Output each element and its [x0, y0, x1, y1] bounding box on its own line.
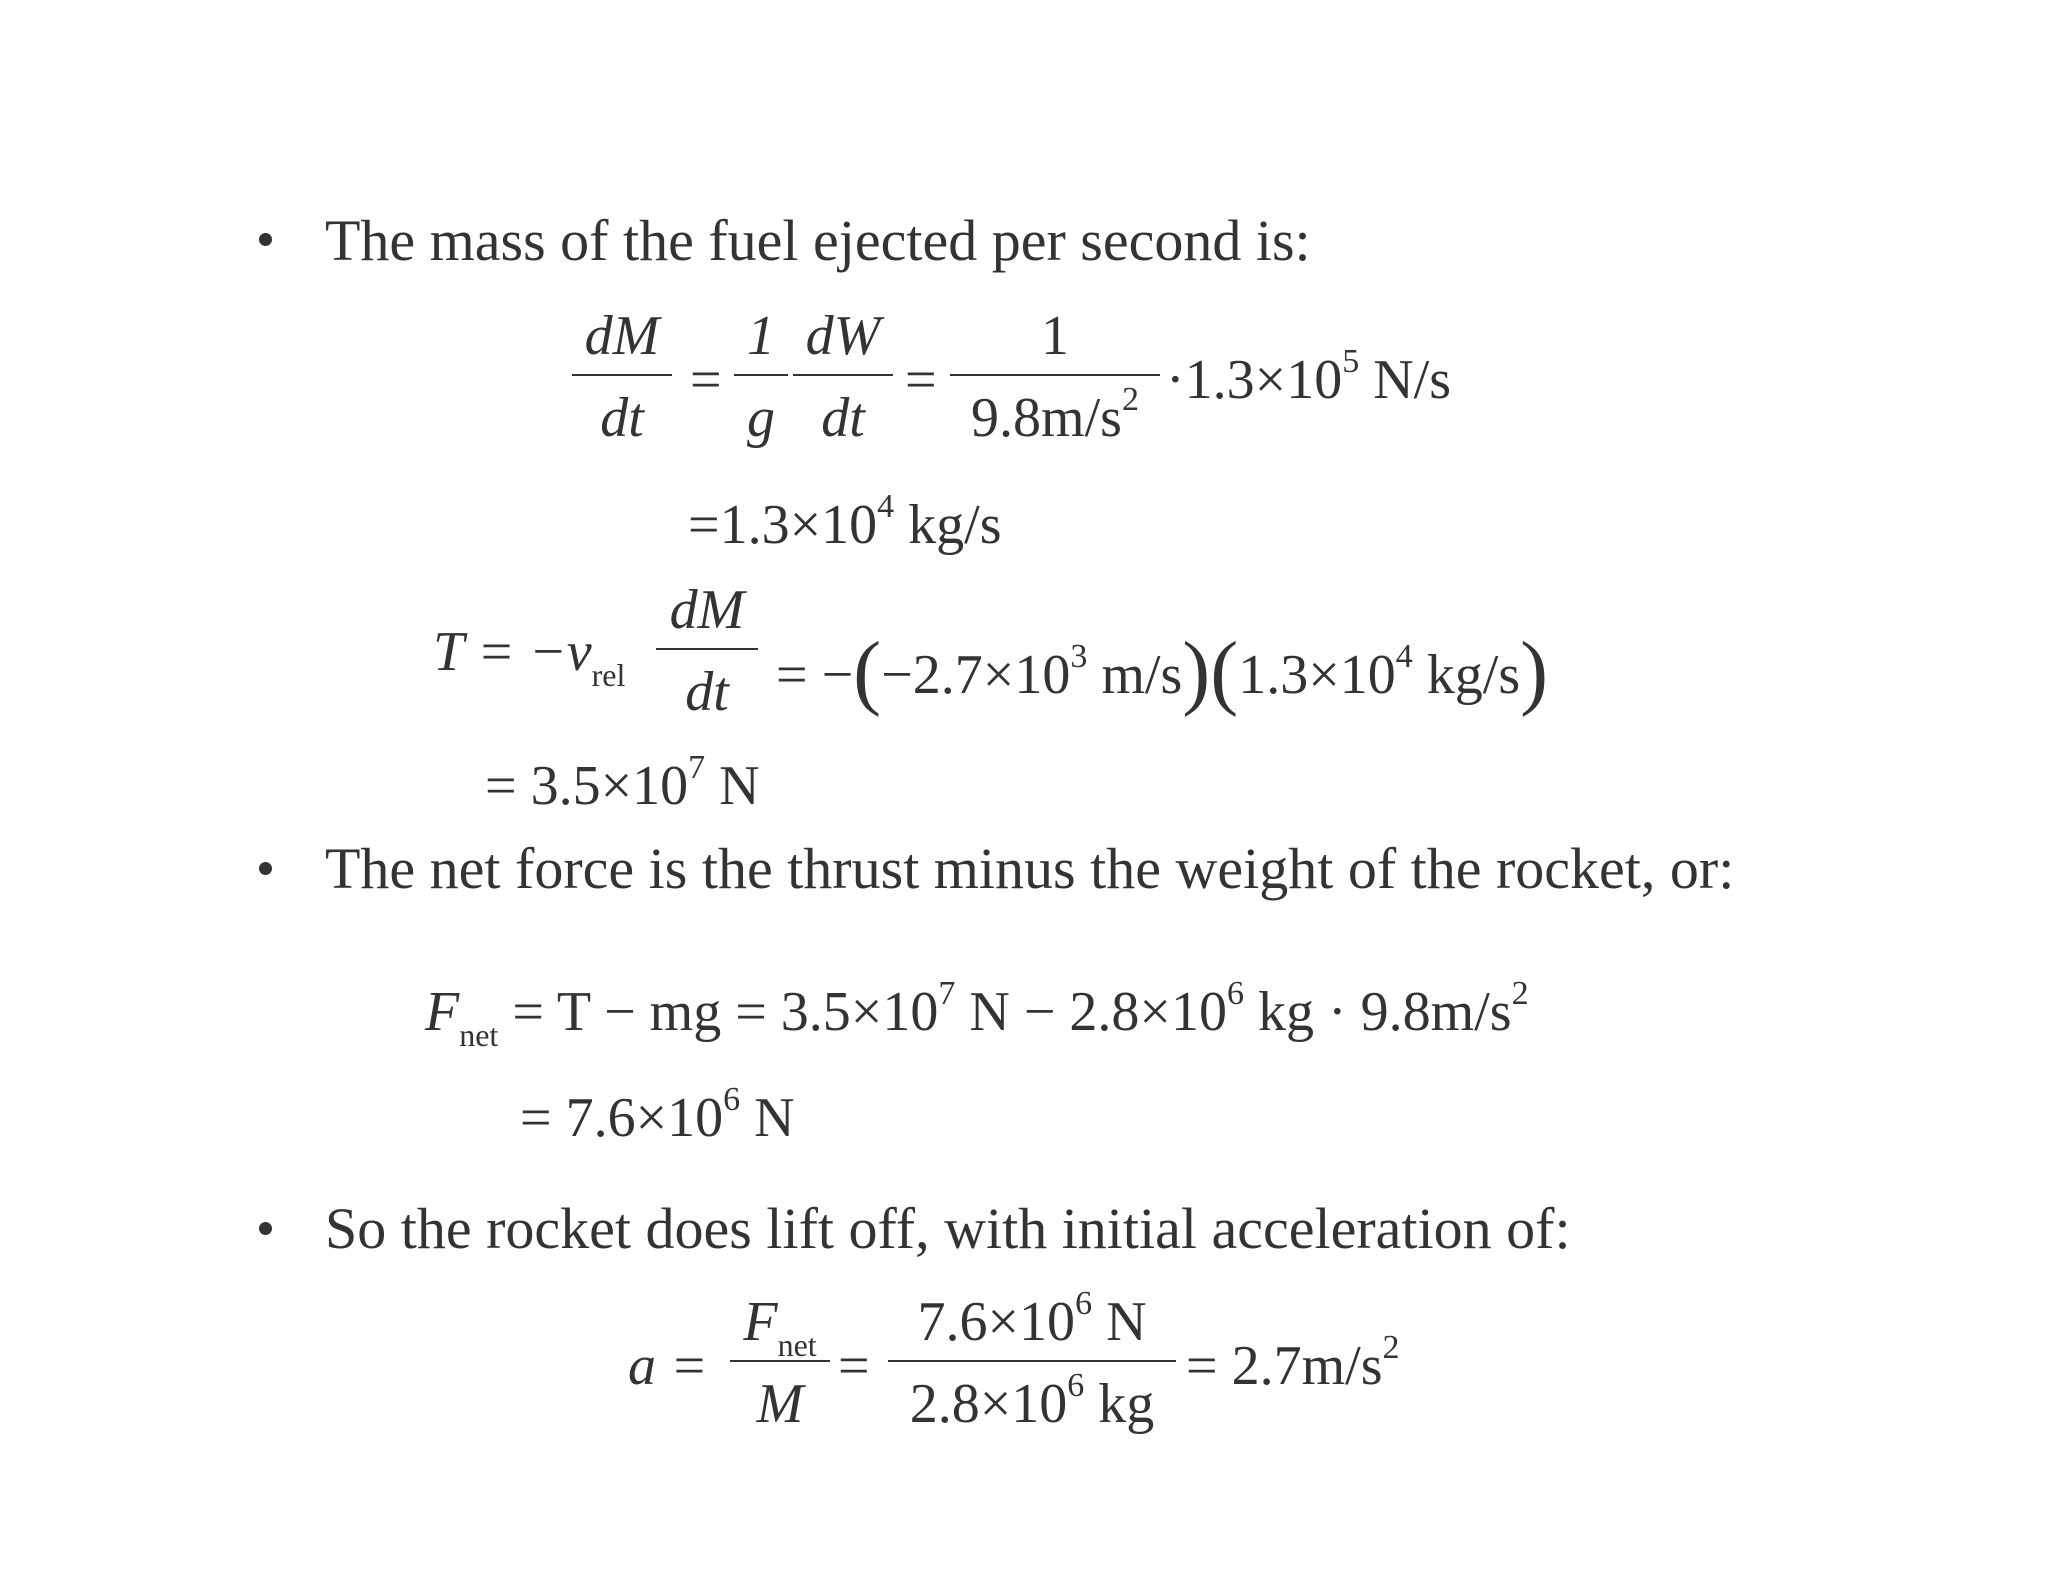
numerator: 1 — [747, 305, 775, 367]
numerator: dM — [584, 305, 660, 367]
bullet-text-2: The net force is the thrust minus the weight of the rocket, or: — [325, 836, 1735, 901]
acceleration-result: = $2.7m/s^2$ — [1186, 1329, 1400, 1397]
fraction-dM-dt — [656, 579, 758, 723]
denominator: dt — [685, 661, 729, 723]
denominator: dt — [821, 387, 865, 449]
denominator: $9.8m/s^2$ — [971, 381, 1139, 449]
fraction-1-over-g-value — [950, 305, 1160, 449]
fraction-bar — [888, 1360, 1176, 1362]
fraction-bar — [572, 374, 672, 376]
denominator: g — [747, 387, 775, 449]
fraction-Fnet-M — [730, 1291, 830, 1435]
fraction-bar — [734, 374, 788, 376]
equation-net-force: $F_{net} = T$ − mg = $3.5\times 10^7$ $N - 2.8\times 10^6$ kg · $9.8m/s^2$ — [425, 975, 1529, 1053]
fraction-bar — [950, 374, 1160, 376]
numerator: dW — [805, 305, 881, 367]
bullet-dot-2 — [259, 862, 272, 875]
numerator: dM — [669, 579, 745, 641]
equation-thrust-result: = $3.5\times 10^7$ N — [485, 749, 760, 817]
fraction-bar — [656, 648, 758, 650]
fraction-1-g — [734, 305, 788, 449]
denominator: $2.8\times 10^6$ kg — [909, 1367, 1155, 1435]
equation-mass-rate-result: $=1.3\times 10^4$ kg/s — [688, 488, 1002, 556]
bullet-text-1: The mass of the fuel ejected per second is: — [325, 208, 1311, 273]
numerator: $F_{net}$ — [743, 1291, 817, 1363]
fraction-bar — [793, 374, 893, 376]
fraction-dM-dt — [572, 305, 672, 449]
numerator: $7.6\times 10^6$ N — [917, 1285, 1147, 1353]
fraction-force-over-mass — [888, 1285, 1176, 1435]
denominator: M — [756, 1373, 804, 1435]
denominator: dt — [600, 387, 644, 449]
thrust-lhs: $T = -v_{rel}$ — [433, 621, 626, 693]
bullet-dot-1 — [259, 233, 272, 246]
bullet-text-3: So the rocket does lift off, with initial acceleration of: — [325, 1196, 1571, 1261]
fraction-dW-dt — [793, 305, 893, 449]
equation-net-force-result: = $7.6\times 10^6$ N — [520, 1081, 795, 1149]
equals-sign: = — [905, 349, 937, 411]
equals-sign: = — [690, 349, 722, 411]
numerator: 1 — [1041, 305, 1069, 367]
thrust-rhs: = $-(-2.7\times 10^3$ $m/s)(1.3\times 10^4$ kg/s) — [776, 625, 1549, 718]
acceleration-lhs: a = — [628, 1335, 708, 1397]
bullet-dot-3 — [259, 1222, 272, 1235]
equation-tail: $\cdot 1.3\times 10^5$ N/s — [1166, 343, 1452, 411]
equals-sign: = — [838, 1335, 870, 1397]
